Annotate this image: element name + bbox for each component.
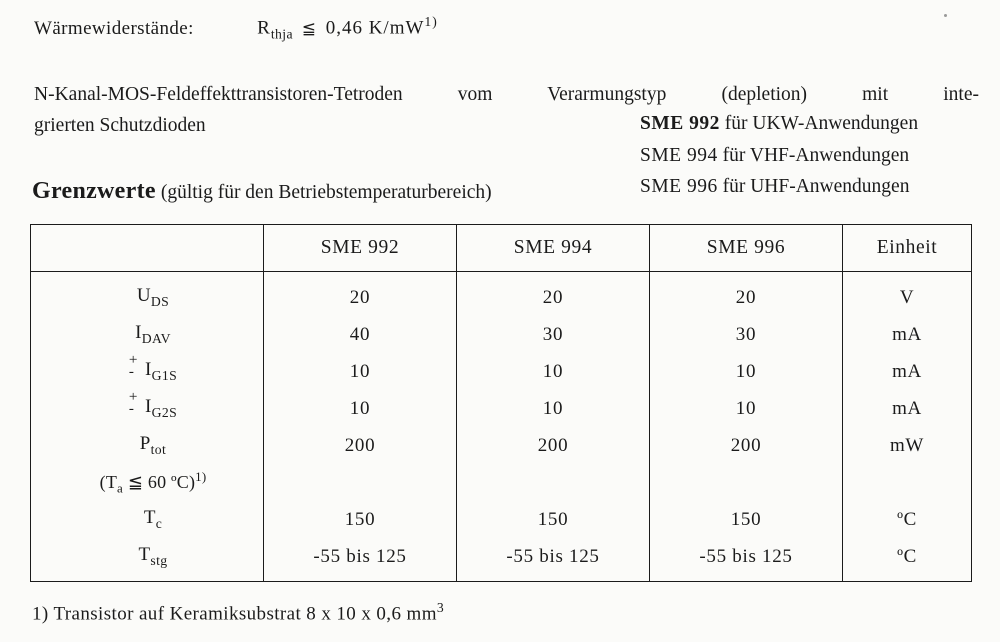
value-992: 10: [264, 390, 457, 427]
product-variant-list: [640, 108, 918, 203]
symbol-subscript: G2S: [151, 404, 178, 420]
value-996: [650, 464, 843, 501]
list-item: [640, 108, 918, 140]
thermal-resistance-value: [257, 14, 438, 42]
symbol-subscript: tot: [150, 441, 167, 457]
unit: mA: [843, 353, 972, 390]
thermal-footnote-marker: 1): [424, 14, 438, 29]
footnote: [32, 600, 444, 626]
condition-prefix: (T: [99, 471, 118, 492]
value-994: 150: [457, 501, 650, 538]
header-unit: Einheit: [843, 225, 972, 272]
header-sme-994: SME 994: [457, 225, 650, 272]
condition-subscript: a: [117, 480, 124, 496]
list-item: [640, 140, 918, 172]
symbol-subscript: DAV: [141, 330, 171, 346]
section-title: Grenzwerte: [32, 178, 156, 204]
plus-minus-icon: + -: [128, 350, 138, 380]
condition-rest: ≦ 60 ºC): [127, 471, 196, 492]
value-992: 150: [264, 501, 457, 538]
table-row: [31, 316, 972, 353]
unit: ºC: [843, 538, 972, 582]
footnote-exponent: 3: [436, 600, 445, 615]
symbol: I: [144, 396, 152, 418]
parameter-ptot-condition: [31, 464, 264, 501]
section-heading: [32, 178, 492, 205]
parameter-ig2s: [31, 387, 264, 427]
product-code-994: SME 994: [640, 144, 718, 166]
table-row: [31, 427, 972, 464]
symbol: T: [143, 507, 156, 529]
footnote-marker: 1): [32, 603, 49, 625]
value-994: [457, 464, 650, 501]
symbol-subscript: G1S: [151, 367, 178, 383]
table-row: [31, 272, 972, 317]
value-994: -55 bis 125: [457, 538, 650, 582]
unit: mA: [843, 390, 972, 427]
symbol-subscript: DS: [150, 293, 170, 309]
unit: ºC: [843, 501, 972, 538]
value-994: 30: [457, 316, 650, 353]
value-992: 40: [264, 316, 457, 353]
table-row: [31, 464, 972, 501]
parameter-ptot: [31, 427, 264, 464]
product-application-992: für UKW-Anwendungen: [724, 113, 919, 134]
symbol: I: [135, 322, 142, 344]
value-992: -55 bis 125: [264, 538, 457, 582]
thermal-resistance-line: [34, 14, 438, 42]
parameter-tstg: [31, 538, 264, 582]
scan-speck: [944, 14, 947, 17]
symbol-subscript: stg: [150, 552, 168, 568]
list-item: [640, 171, 918, 203]
unit: V: [843, 272, 972, 317]
unit: mA: [843, 316, 972, 353]
thermal-value: 0,46 K/mW: [325, 17, 425, 39]
parameter-idav: [31, 316, 264, 353]
value-992: 20: [264, 272, 457, 317]
thermal-resistance-label: Wärmewiderstände:: [34, 17, 194, 39]
unit: mW: [843, 427, 972, 464]
limits-table: [30, 224, 972, 582]
value-992: 200: [264, 427, 457, 464]
table-row: [31, 390, 972, 427]
plus-minus-icon: + -: [128, 387, 138, 417]
footnote-text: Transistor auf Keramiksubstrat 8 x 10 x 0,6 mm: [53, 603, 437, 625]
value-992: [264, 464, 457, 501]
symbol-subscript: c: [155, 515, 163, 531]
table-row: [31, 501, 972, 538]
product-application-994: für VHF-Anwendungen: [722, 144, 910, 166]
description-line-2: grierten Schutzdioden: [34, 114, 206, 136]
symbol: U: [136, 285, 151, 307]
symbol: T: [138, 544, 151, 566]
value-994: 20: [457, 272, 650, 317]
product-application-996: für UHF-Anwendungen: [722, 176, 910, 198]
parameter-ig1s: [31, 350, 264, 390]
value-994: 200: [457, 427, 650, 464]
product-code-992: SME 992: [640, 113, 720, 134]
thermal-symbol: R: [257, 17, 271, 39]
section-note: (gültig für den Betriebstemperaturbereich): [160, 182, 492, 203]
header-parameter: [31, 225, 264, 272]
parameter-uds: [31, 272, 264, 317]
condition-footnote-marker: 1): [195, 468, 207, 484]
value-996: 150: [650, 501, 843, 538]
unit: [843, 464, 972, 501]
description-line-1: N-Kanal-MOS-Feldeffekttransistoren-Tetroden vom Verarmungstyp (depletion) mit inte-: [34, 84, 979, 105]
header-sme-992: SME 992: [264, 225, 457, 272]
value-996: 10: [650, 390, 843, 427]
symbol: P: [139, 433, 151, 455]
symbol: I: [144, 359, 152, 381]
parameter-tc: [31, 501, 264, 538]
table-row: [31, 538, 972, 582]
table-row: [31, 353, 972, 390]
value-996: 200: [650, 427, 843, 464]
product-code-996: SME 996: [640, 176, 718, 198]
value-996: 20: [650, 272, 843, 317]
value-994: 10: [457, 390, 650, 427]
less-equal-icon: ≦: [301, 18, 317, 38]
value-992: 10: [264, 353, 457, 390]
header-sme-996: SME 996: [650, 225, 843, 272]
value-996: -55 bis 125: [650, 538, 843, 582]
value-996: 10: [650, 353, 843, 390]
table-header-row: [31, 225, 972, 272]
thermal-symbol-subscript: thja: [270, 26, 293, 42]
value-994: 10: [457, 353, 650, 390]
value-996: 30: [650, 316, 843, 353]
